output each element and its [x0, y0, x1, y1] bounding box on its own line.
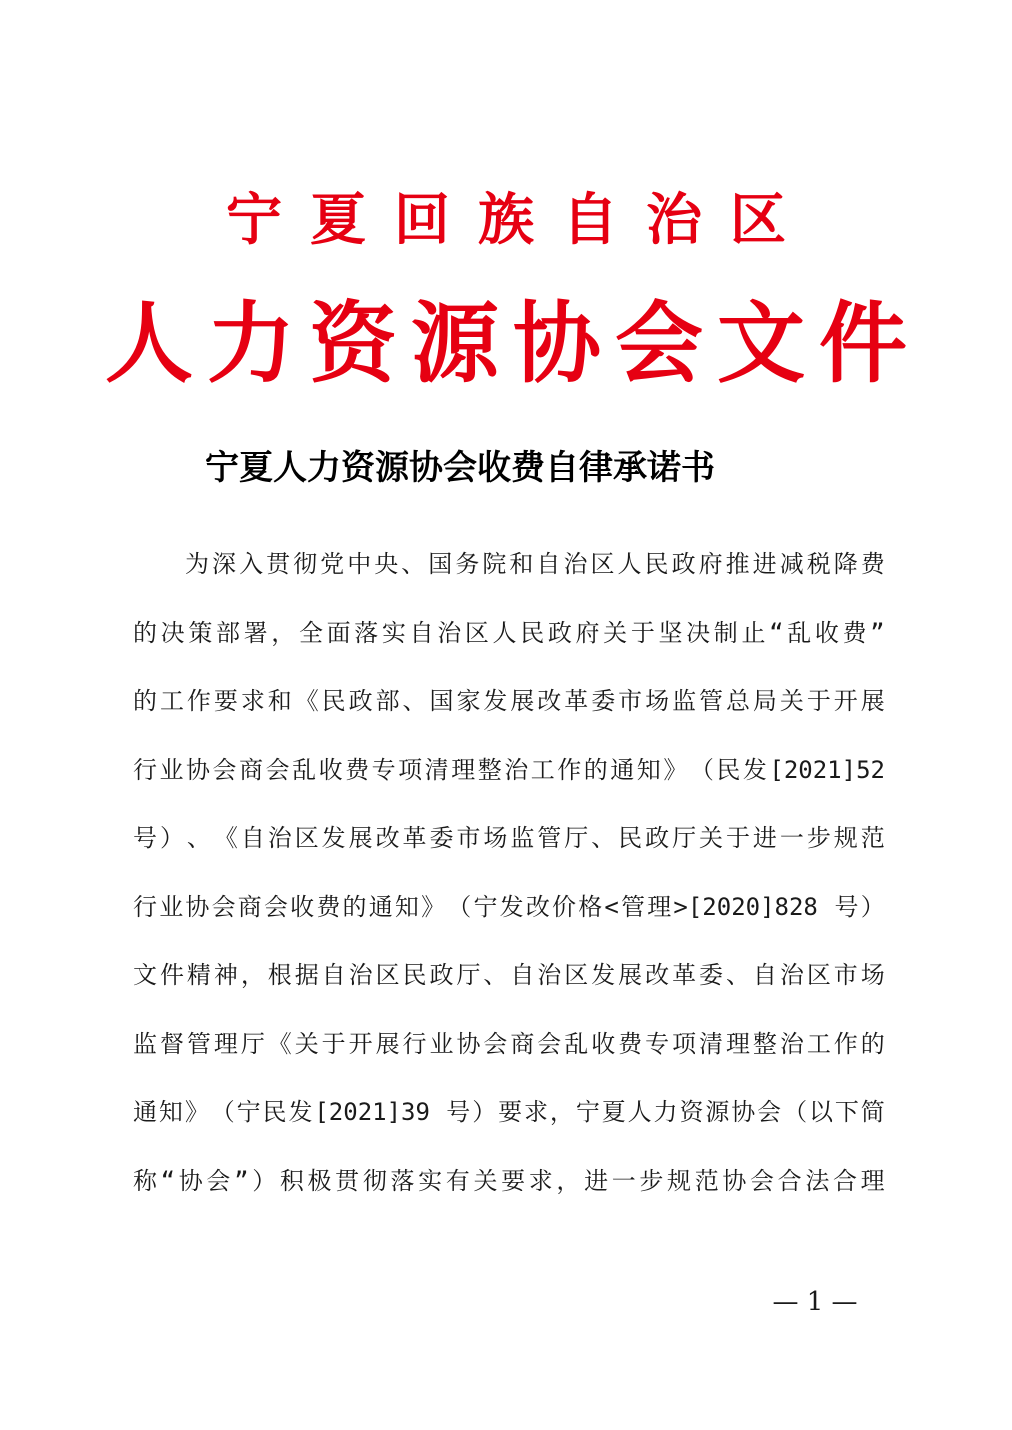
body-paragraph [133, 530, 885, 1215]
body-line: 行 业 协 会 商 会 乱 收 费 专 项 清 理 整 治 工 作 的 通 知 》 （ 民 发 [2021]52 [133, 755, 885, 784]
body-line: 通 知 》 （ 宁 民 发 [2021]39 号 ） 要 求 ， 宁 夏 人 力 资 源 协 会 （ 以 下 简 [133, 1098, 885, 1126]
body-line: 监 督 管 理 厅 《 关 于 开 展 行 业 协 会 商 会 乱 收 费 专 项 清 理 整 治 工 作 的 [133, 1029, 885, 1058]
issuer-document-heading: 人力资源协会文件 [104, 291, 921, 395]
body-line: 的 工 作 要 求 和 《 民 政 部 、 国 家 发 展 改 革 委 市 场 监 管 总 局 关 于 开 展 [133, 687, 885, 715]
body-line: 文 件 精 神 ， 根 据 自 治 区 民 政 厅 、 自 治 区 发 展 改 革 委 、 自 治 区 市 场 [133, 961, 885, 989]
body-line: 号 ） 、 《 自 治 区 发 展 改 革 委 市 场 监 管 厅 、 民 政 厅 关 于 进 一 步 规 范 [133, 824, 885, 852]
page-number: — 1 — [772, 1287, 858, 1317]
document-title: 宁夏人力资源协会收费自律承诺书 [205, 448, 715, 488]
body-line: 为 深 入 贯 彻 党 中 央 、 国 务 院 和 自 治 区 人 民 政 府 推 进 减 税 降 费 [185, 550, 885, 578]
body-line: 的 决 策 部 署 ， 全 面 落 实 自 治 区 人 民 政 府 关 于 坚 决 制 止 “ 乱 收 费 ” [133, 618, 885, 647]
body-line: 行 业 协 会 商 会 收 费 的 通 知 》 （ 宁 发 改 价 格 < 管 理 >[2020]828 号 ） [133, 892, 885, 921]
issuer-region-heading: 宁夏回族自治区 [226, 187, 814, 253]
body-line: 称 “ 协 会 ” ） 积 极 贯 彻 落 实 有 关 要 求 ， 进 一 步 规 范 协 会 合 法 合 理 [133, 1166, 885, 1195]
